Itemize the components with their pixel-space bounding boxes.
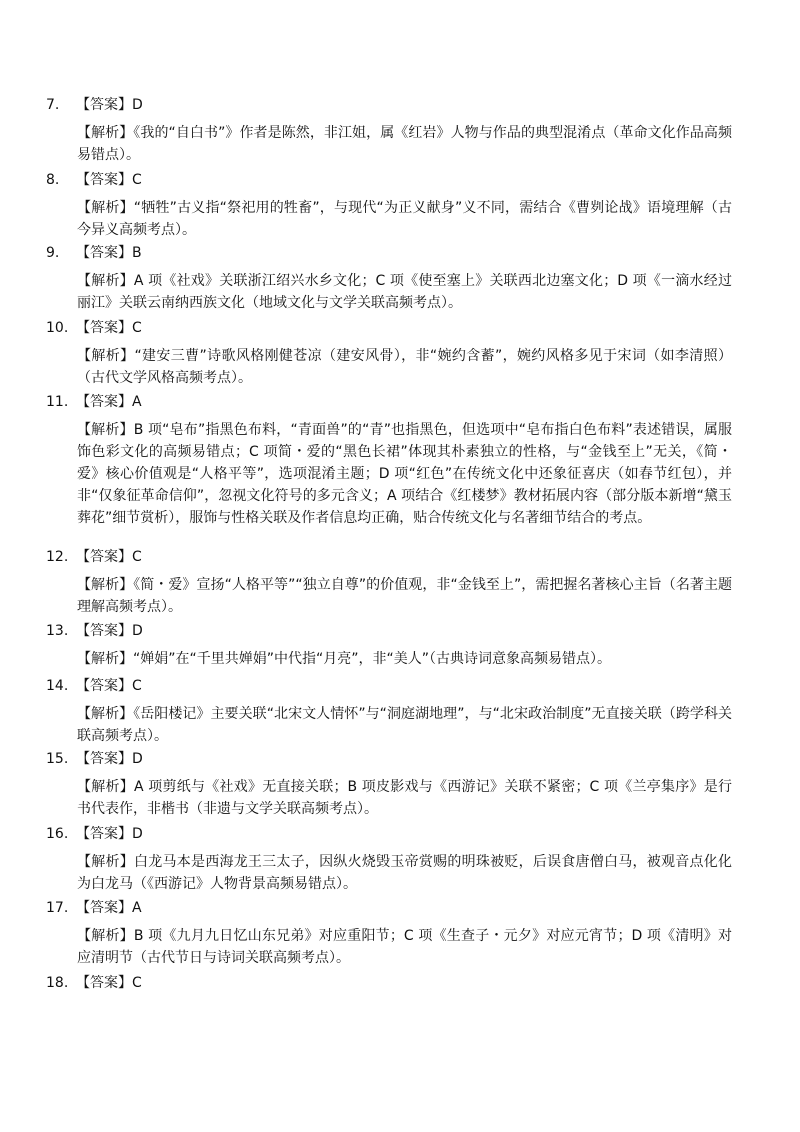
question-number: 12. [46, 549, 69, 565]
answer-line [46, 170, 142, 190]
question-number: 16. [46, 826, 69, 842]
answer-line [46, 898, 142, 918]
answer-line [46, 318, 142, 338]
question-number: 15. [46, 751, 69, 767]
answer-label: 【答案】B [76, 245, 142, 261]
explanation-text: 【解析】《岳阳楼记》主要关联“北宋文人情怀”与“洞庭湖地理”，与“北宋政治制度”无直接关联（跨学科关联高频考点）。 [77, 706, 732, 744]
answer-label: 【答案】D [76, 751, 143, 767]
question-number: 9. [46, 245, 60, 261]
answer-label: 【答案】A [76, 900, 142, 916]
question-number: 13. [46, 623, 69, 639]
answer-label: 【答案】C [76, 678, 142, 694]
answer-line [46, 95, 143, 115]
answer-line [46, 243, 142, 263]
explanation-text: 【解析】B 项“皂布”指黑色布料，“青面兽”的“青”也指黑色，但选项中“皂布指白色布料”表述错误，属服饰色彩文化的高频易错点；C 项简・爱的“黑色长裙”体现其朴素独立的性格，与“金钱至上”无关，《简・爱》核心价值观是“人格平等”，选项混淆主题；D 项“红色”在传统文化中还象征喜庆（如春节红包），并非“仅象征革命信仰”，忽视文化符号的多元含义；A 项结合《红楼梦》教材拓展内容（部分版本新增“黛玉葬花”细节赏析），服饰与性格关联及作者信息均正确，贴合传统文化与名著细节结合的考点。 [77, 422, 732, 526]
answer-line [46, 547, 142, 567]
answer-label: 【答案】C [76, 975, 142, 991]
question-number: 11. [46, 394, 69, 410]
explanation-text: 【解析】白龙马本是西海龙王三太子，因纵火烧毁玉帝赏赐的明珠被贬，后误食唐僧白马，被观音点化化为白龙马（《西游记》人物背景高频易错点）。 [77, 854, 732, 892]
answer-label: 【答案】C [76, 320, 142, 336]
question-number: 7. [46, 97, 60, 113]
answer-line [46, 749, 143, 769]
question-number: 14. [46, 678, 69, 694]
answer-line [46, 824, 143, 844]
answer-label: 【答案】C [76, 172, 142, 188]
explanation-text: 【解析】B 项《九月九日忆山东兄弟》对应重阳节；C 项《生查子・元夕》对应元宵节；D 项《清明》对应清明节（古代节日与诗词关联高频考点）。 [77, 928, 732, 966]
question-number: 8. [46, 172, 60, 188]
question-number: 18. [46, 975, 69, 991]
explanation-text: 【解析】“建安三曹”诗歌风格刚健苍凉（建安风骨），非“婉约含蓄”，婉约风格多见于宋词（如李清照）（古代文学风格高频考点）。 [77, 348, 732, 386]
explanation-text: 【解析】“婵娟”在“千里共婵娟”中代指“月亮”，非“美人”（古典诗词意象高频易错点）。 [77, 651, 612, 667]
answer-line [46, 676, 142, 696]
answer-line [46, 973, 142, 993]
explanation-text: 【解析】《简・爱》宣扬“人格平等”“独立自尊”的价值观，非“金钱至上”，需把握名著核心主旨（名著主题理解高频考点）。 [77, 577, 732, 615]
answer-line [46, 621, 143, 641]
answer-label: 【答案】D [76, 826, 143, 842]
answer-label: 【答案】D [76, 97, 143, 113]
question-number: 17. [46, 900, 69, 916]
explanation-text: 【解析】《我的“自白书”》作者是陈然，非江姐，属《红岩》人物与作品的典型混淆点（革命文化作品高频易错点）。 [77, 125, 732, 163]
question-number: 10. [46, 320, 69, 336]
answer-label: 【答案】C [76, 549, 142, 565]
explanation-text: 【解析】A 项《社戏》关联浙江绍兴水乡文化；C 项《使至塞上》关联西北边塞文化；D 项《一滴水经过丽江》关联云南纳西族文化（地域文化与文学关联高频考点）。 [77, 273, 732, 311]
answer-label: 【答案】D [76, 623, 143, 639]
explanation-text: 【解析】A 项剪纸与《社戏》无直接关联；B 项皮影戏与《西游记》关联不紧密；C 项《兰亭集序》是行书代表作，非楷书（非遗与文学关联高频考点）。 [77, 779, 732, 817]
answer-line [46, 392, 142, 412]
answer-label: 【答案】A [76, 394, 142, 410]
explanation-text: 【解析】“牺牲”古义指“祭祀用的牲畜”，与现代“为正义献身”义不同，需结合《曹刿论战》语境理解（古今异义高频考点）。 [77, 200, 732, 238]
